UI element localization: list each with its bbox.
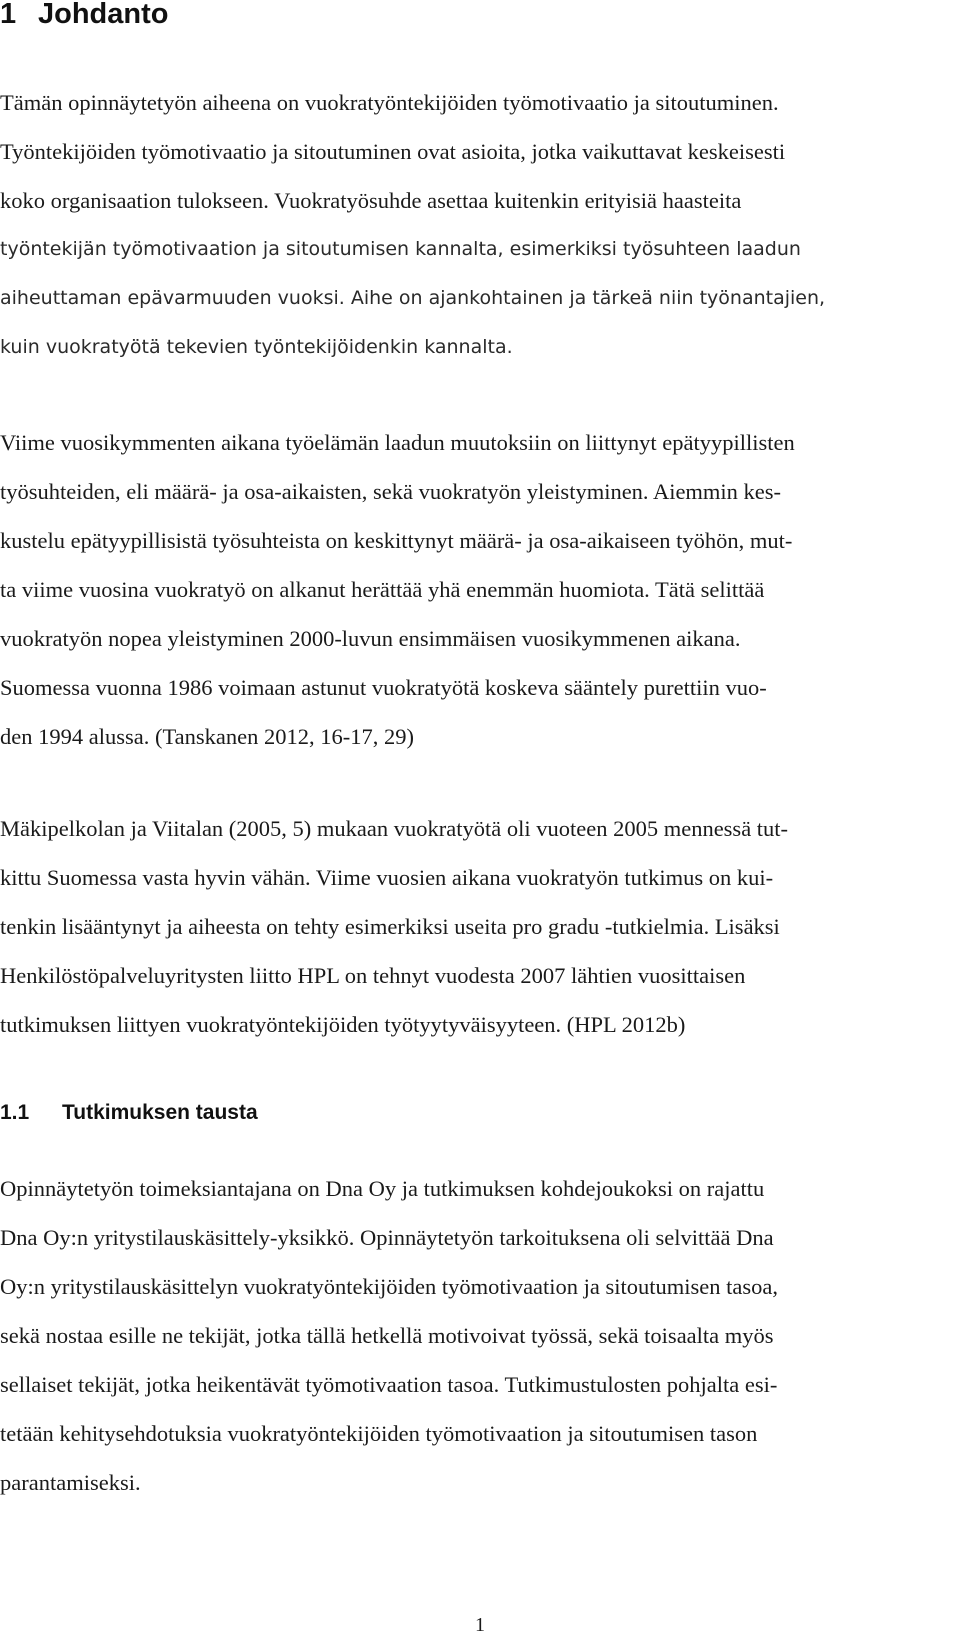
page-number: 1 bbox=[475, 1614, 485, 1636]
paragraph-line: vuokratyön nopea yleistyminen 2000-luvun ensimmäisen vuosikymmenen aikana. bbox=[0, 626, 741, 651]
paragraph-line: kustelu epätyypillisistä työsuhteista on keskittynyt määrä- ja osa-aikaiseen työhön, mut- bbox=[0, 528, 793, 553]
paragraph-line: työntekijän työmotivaation ja sitoutumisen kannalta, esimerkiksi työsuhteen laadun bbox=[0, 238, 801, 260]
assignment-paragraph bbox=[0, 1164, 960, 1507]
paragraph-line: parantamiseksi. bbox=[0, 1470, 141, 1495]
paragraph-line: työsuhteiden, eli määrä- ja osa-aikaisten, sekä vuokratyön yleistyminen. Aiemmin kes- bbox=[0, 479, 782, 504]
research-paragraph bbox=[0, 804, 960, 1049]
paragraph-line: sellaiset tekijät, jotka heikentävät työmotivaation tasoa. Tutkimustulosten pohjalta esi- bbox=[0, 1372, 778, 1397]
paragraph-line: tetään kehitysehdotuksia vuokratyöntekijöiden työmotivaation ja sitoutumisen tason bbox=[0, 1421, 758, 1446]
chapter-number: 1 bbox=[0, 0, 17, 30]
paragraph-line: ta viime vuosina vuokratyö on alkanut herättää yhä enemmän huomiota. Tätä selittää bbox=[0, 577, 765, 602]
intro-paragraph bbox=[0, 78, 960, 372]
paragraph-line: sekä nostaa esille ne tekijät, jotka tällä hetkellä motivoivat työssä, sekä toisaalta myös bbox=[0, 1323, 774, 1348]
paragraph-line: tutkimuksen liittyen vuokratyöntekijöiden työtyytyväisyyteen. (HPL 2012b) bbox=[0, 1012, 686, 1037]
chapter-heading bbox=[0, 0, 169, 36]
background-paragraph bbox=[0, 418, 960, 761]
paragraph-line: aiheuttaman epävarmuuden vuoksi. Aihe on ajankohtainen ja tärkeä niin työnantajien, bbox=[0, 287, 826, 309]
paragraph-line: kuin vuokratyötä tekevien työntekijöidenkin kannalta. bbox=[0, 336, 513, 358]
paragraph-line: Oy:n yritystilauskäsittelyn vuokratyöntekijöiden työmotivaation ja sitoutumisen tasoa, bbox=[0, 1274, 779, 1299]
chapter-title: Johdanto bbox=[38, 0, 169, 30]
paragraph-line: Mäkipelkolan ja Viitalan (2005, 5) mukaan vuokratyötä oli vuoteen 2005 mennessä tut- bbox=[0, 816, 789, 841]
paragraph-line: Henkilöstöpalveluyritysten liitto HPL on tehnyt vuodesta 2007 lähtien vuosittaisen bbox=[0, 963, 746, 988]
paragraph-line: tenkin lisääntynyt ja aiheesta on tehty esimerkiksi useita pro gradu -tutkielmia. Lisäksi bbox=[0, 914, 780, 939]
paragraph-line: koko organisaation tulokseen. Vuokratyösuhde asettaa kuitenkin erityisiä haasteita bbox=[0, 188, 742, 213]
paragraph-line: kittu Suomessa vasta hyvin vähän. Viime vuosien aikana vuokratyön tutkimus on kui- bbox=[0, 865, 774, 890]
paragraph-line: Opinnäytetyön toimeksiantajana on Dna Oy ja tutkimuksen kohdejoukoksi on rajattu bbox=[0, 1176, 765, 1201]
paragraph-line: den 1994 alussa. (Tanskanen 2012, 16-17, 29) bbox=[0, 724, 414, 749]
paragraph-line: Tämän opinnäytetyön aiheena on vuokratyöntekijöiden työmotivaatio ja sitoutuminen. bbox=[0, 90, 779, 115]
paragraph-line: Suomessa vuonna 1986 voimaan astunut vuokratyötä koskeva sääntely purettiin vuo- bbox=[0, 675, 767, 700]
section-title: Tutkimuksen tausta bbox=[62, 1101, 258, 1124]
paragraph-line: Viime vuosikymmenten aikana työelämän laadun muutoksiin on liittynyt epätyypillisten bbox=[0, 430, 795, 455]
section-heading bbox=[0, 1098, 258, 1128]
section-number: 1.1 bbox=[0, 1101, 30, 1124]
paragraph-line: Työntekijöiden työmotivaatio ja sitoutuminen ovat asioita, jotka vaikuttavat keskeisesti bbox=[0, 139, 786, 164]
paragraph-line: Dna Oy:n yritystilauskäsittely-yksikkö. Opinnäytetyön tarkoituksena oli selvittää Dna bbox=[0, 1225, 774, 1250]
